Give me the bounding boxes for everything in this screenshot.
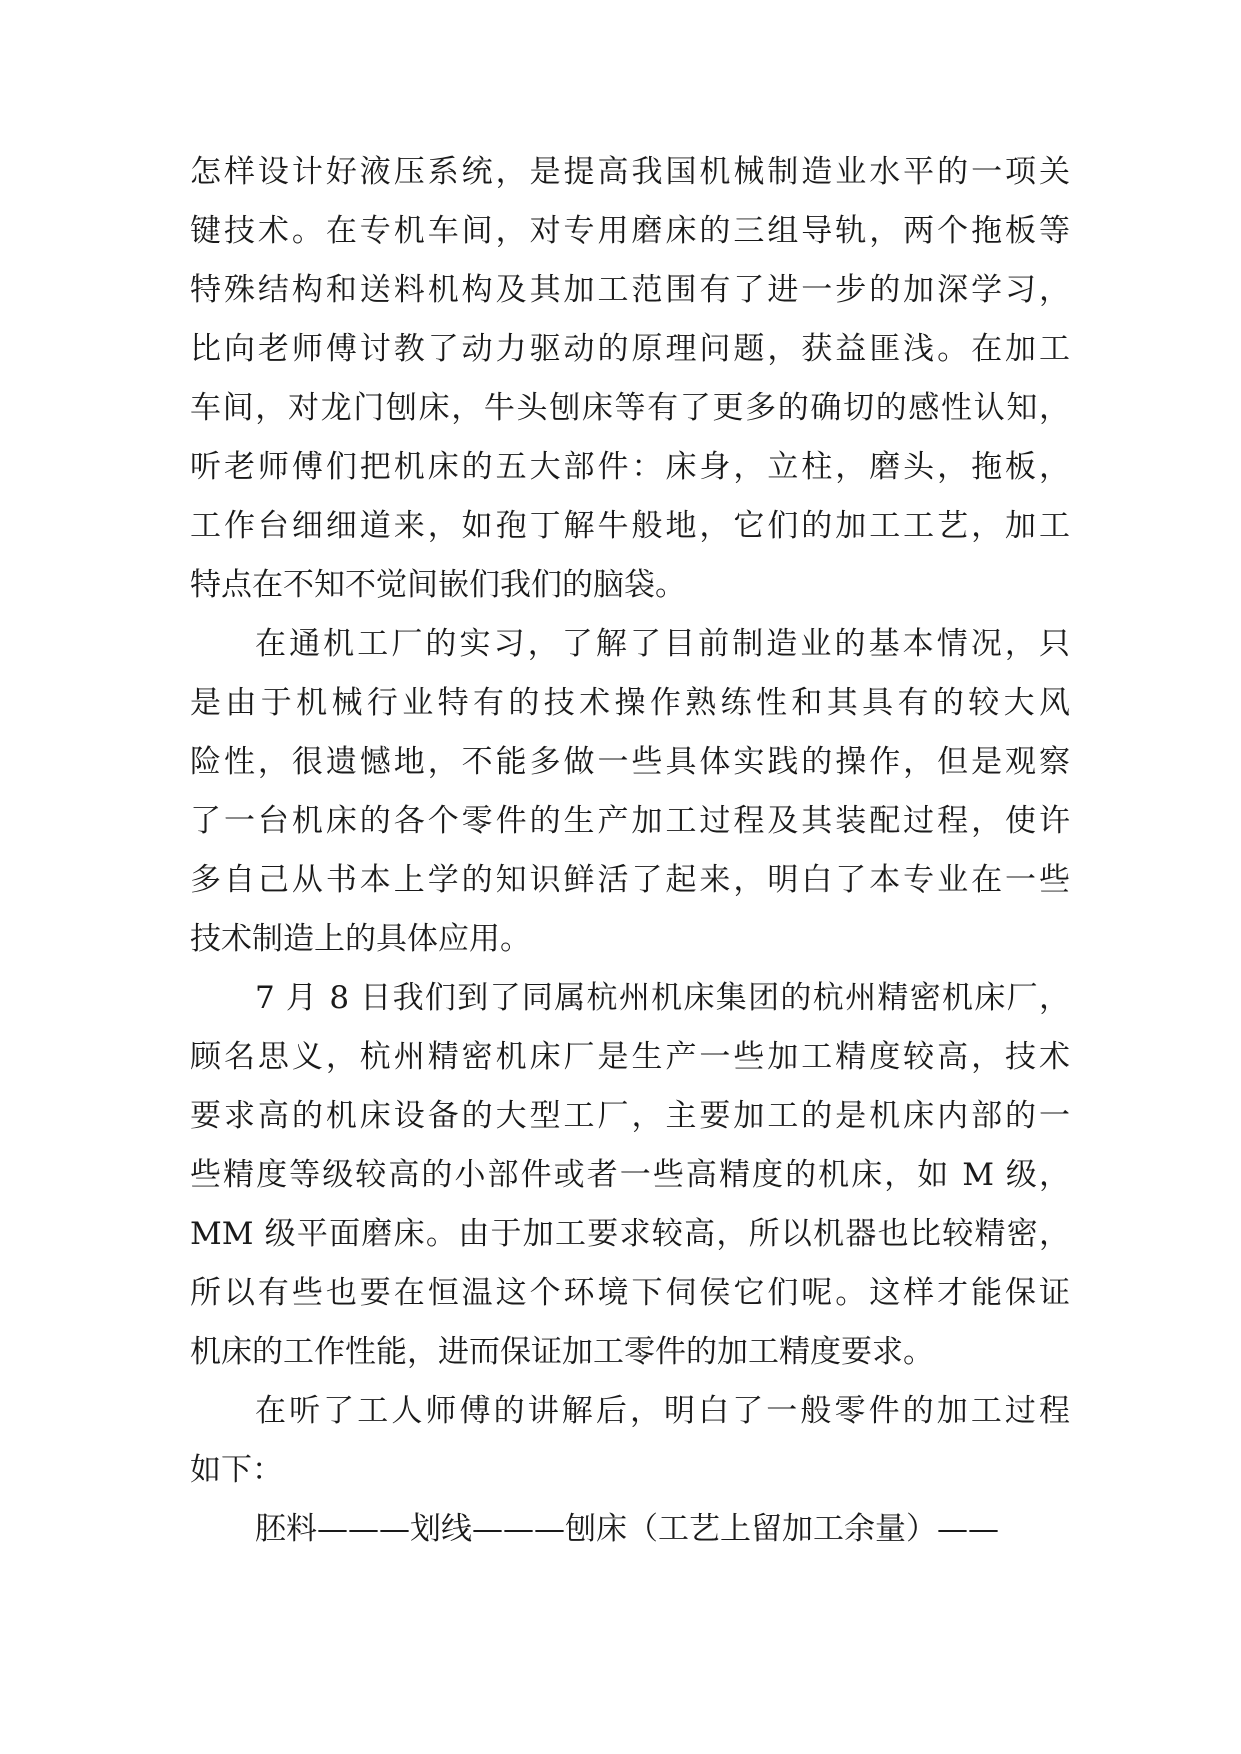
text-line: 7 月 8 日我们到了同属杭州机床集团的杭州精密机床厂， [255,980,1070,1016]
text-line: MM 级平面磨床。由于加工要求较高，所以机器也比较精密， [190,1216,1070,1252]
text-line: 是由于机械行业特有的技术操作熟练性和其具有的较大风 [190,685,1070,721]
text-line: 怎样设计好液压系统，是提高我国机械制造业水平的一项关 [190,154,1070,190]
paragraph-2 [190,615,1070,969]
paragraph-1 [190,143,1070,615]
text-line: 胚料———划线———刨床（工艺上留加工余量）—— [255,1511,999,1547]
text-line: 特点在不知不觉间嵌们我们的脑袋。 [190,567,686,603]
document-body [190,143,1070,1559]
text-line: 了一台机床的各个零件的生产加工过程及其装配过程，使许 [190,803,1070,839]
text-line: 工作台细细道来，如孢丁解牛般地，它们的加工工艺，加工 [190,508,1070,544]
paragraph-3 [190,969,1070,1382]
text-line: 车间，对龙门刨床，牛头刨床等有了更多的确切的感性认知， [190,390,1070,426]
text-line: 特殊结构和送料机构及其加工范围有了进一步的加深学习， [190,272,1070,308]
text-line: 在通机工厂的实习，了解了目前制造业的基本情况，只 [255,626,1070,662]
text-line: 所以有些也要在恒温这个环境下伺侯它们呢。这样才能保证 [190,1275,1070,1311]
text-line: 机床的工作性能，进而保证加工零件的加工精度要求。 [190,1334,934,1370]
text-line: 听老师傅们把机床的五大部件：床身，立柱，磨头，拖板， [190,449,1070,485]
text-line: 些精度等级较高的小部件或者一些高精度的机床，如 M 级， [190,1157,1070,1193]
text-line: 比向老师傅讨教了动力驱动的原理问题，获益匪浅。在加工 [190,331,1070,367]
text-line: 要求高的机床设备的大型工厂，主要加工的是机床内部的一 [190,1098,1070,1134]
text-line: 键技术。在专机车间，对专用磨床的三组导轨，两个拖板等 [190,213,1070,249]
paragraph-4 [190,1382,1070,1500]
paragraph-5 [190,1500,1070,1559]
text-line: 险性，很遗憾地，不能多做一些具体实践的操作，但是观察 [190,744,1070,780]
text-line: 在听了工人师傅的讲解后，明白了一般零件的加工过程 [255,1393,1070,1429]
text-line: 技术制造上的具体应用。 [190,921,531,957]
text-line: 顾名思义，杭州精密机床厂是生产一些加工精度较高，技术 [190,1039,1070,1075]
text-line: 如下： [190,1452,283,1488]
text-line: 多自己从书本上学的知识鲜活了起来，明白了本专业在一些 [190,862,1070,898]
